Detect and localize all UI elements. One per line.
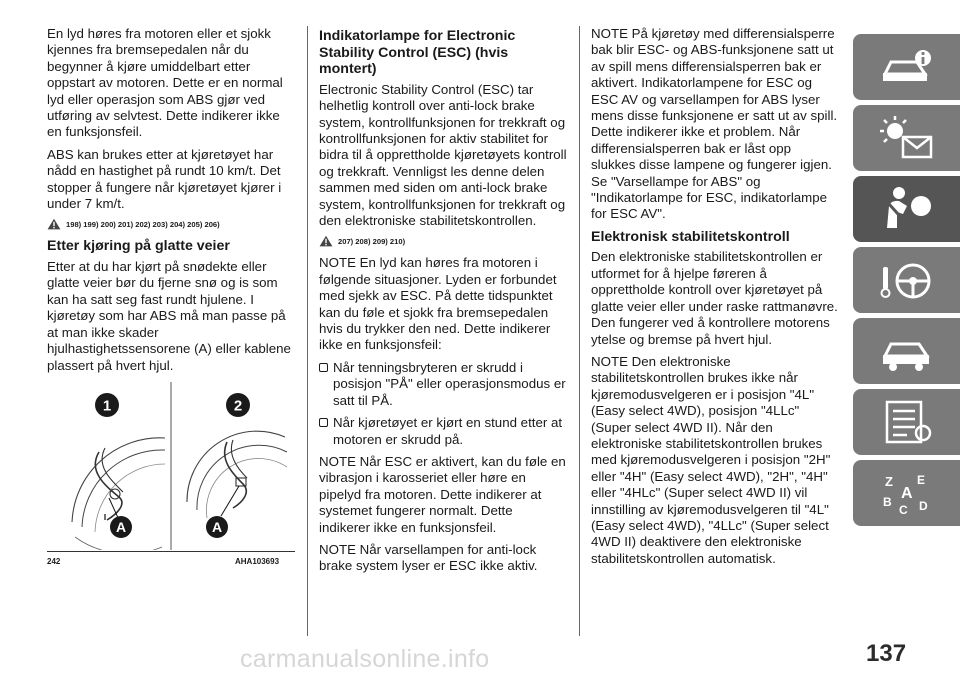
tab-warning-lights[interactable] — [853, 105, 960, 171]
svg-text:E: E — [916, 473, 925, 487]
warning-lights-icon — [877, 113, 937, 163]
bullet-box-icon — [319, 363, 328, 372]
paragraph: Etter at du har kjørt på snødekte eller glatte veier bør du fjerne snø og is som kan ha satt seg fast rundt hjulene. I kjøretøy som har ABS må man passe på at man ikke skader hjulhastighetssensorene (A) eller kablene plassert på hvert hjul. — [47, 259, 291, 373]
note: NOTE Når varsellampen for anti-lock brake system lyser er ESC ikke aktiv. — [319, 541, 538, 574]
column-2 — [319, 26, 567, 581]
callout-1: 1 — [102, 397, 112, 415]
warning-triangle-icon — [319, 235, 333, 247]
tab-airbag-safety[interactable] — [853, 176, 960, 242]
svg-text:Z: Z — [884, 474, 893, 489]
column-3 — [591, 26, 839, 573]
section-heading: Etter kjøring på glatte veier — [47, 238, 230, 255]
warning-references — [319, 235, 567, 247]
wheel-sensor-illustration — [47, 382, 295, 550]
paragraph: Den elektroniske stabilitetskontrollen er utformet for å hjelpe føreren å opprettholde kontroll over kjøretøyet på glatte veier eller under raske rattmanøvre. Den fungerer ved å kontrollere motorens ytelse og bremse på hvert hjul. — [591, 249, 838, 347]
warning-reference-list: 198) 199) 200) 201) 202) 203) 204) 205) 206) — [66, 219, 220, 229]
wheel-sensor-figure — [47, 382, 295, 550]
note: NOTE En lyd kan høres fra motoren i følgende situasjoner. Lyden er forbundet med sjekk av ESC. På dette tidspunktet kan du føle et sjokk fra bremsepedalen hvis du trykker den ned. Dette indikerer ikke en funksjonsfeil: — [319, 255, 557, 353]
figure-code: AHA103693 — [235, 557, 280, 566]
warning-references — [47, 218, 295, 230]
figure-number: 242 — [47, 557, 61, 566]
tab-maintenance-list[interactable] — [853, 389, 960, 455]
svg-text:B: B — [882, 495, 892, 509]
tab-alphabetic-index[interactable] — [853, 460, 960, 526]
column-1 — [47, 26, 295, 380]
callout-a-right: A — [211, 519, 223, 535]
steering-key-icon — [877, 255, 937, 305]
note: NOTE Den elektroniske stabilitetskontrollen brukes ikke når kjøremodusvelgeren er i posisjon "4L" (Easy select 4WD), posisjon "4LLc" (Super select 4WD II). Når den elektroniske stabilitetskontrollen brukes med kjøremodusvelgeren i posisjon "2H" eller "4H" (Easy select 4WD), "2H", "4H" eller "4HLc" (Super select 4WD II) vil innstilling av kjøremodusvelgeren til "4L" (Easy select 4WD), "4LLc" (Super select 4WD II) deaktivere den elektroniske stabilitetskontrollen automatisk. — [591, 353, 831, 566]
svg-text:C: C — [898, 503, 908, 517]
note: NOTE På kjøretøy med differensialsperre bak blir ESC- og ABS-funksjonene satt ut av spill mens differensialsperren bak er aktivert. Indikatorlampene for ESC og ESC AV og varsellampen for ABS lyser mens disse funksjonene er satt ut av spill. Dette indikerer ikke et problem. Når differensialsperren bak er låst opp slukkes disse lampene og fungerer igjen. Se "Varsellampe for ABS" og "Indikatorlampe for ESC, indikatorlampe for ESC AV". — [591, 26, 838, 222]
car-emergency-icon — [877, 326, 937, 376]
bullet-text: Når tenningsbryteren er skrudd i posisjon "PÅ" eller operasjonsmodus er satt til PÅ. — [333, 359, 566, 408]
column-divider — [579, 26, 580, 636]
alphabetic-index-icon — [877, 468, 937, 518]
callout-a-left: A — [115, 519, 127, 535]
tab-car-emergency[interactable] — [853, 318, 960, 384]
section-heading: Indikatorlampe for Electronic Stability Control (ESC) (hvis montert) — [319, 28, 516, 78]
column-divider — [307, 26, 308, 636]
paragraph: Electronic Stability Control (ESC) tar helhetlig kontroll over anti-lock brake system, kontrollfunksjonen for trekkraft og kontrollfunksjonen for aktiv stabilitet for bidra til å opprettholde kjøretøyets kontroll og trekkraft. Vennligst les denne delen sammen med siden om anti-lock brake system, kontrollfunksjonen for trekkraft og den elektroniske stabilitetskontrollen. — [319, 81, 567, 229]
section-heading: Elektronisk stabilitetskontroll — [591, 228, 790, 245]
bullet-text: Når kjøretøyet er kjørt en stund etter at motoren er skrudd på. — [333, 415, 563, 447]
svg-text:D: D — [918, 499, 928, 513]
paragraph: En lyd høres fra motoren eller et sjokk kjennes fra bremsepedalen når du begynner å kjøre umiddelbart etter oppstart av motoren. Dette er en normal lyd eller operasjon som ABS gjør ved utføring av selvtest. Dette indikerer ikke en funksjonsfeil. — [47, 26, 283, 140]
chapter-tabs — [853, 34, 960, 531]
svg-text:A: A — [900, 485, 913, 502]
bullet-box-icon — [319, 418, 328, 427]
maintenance-list-icon — [877, 397, 937, 447]
figure-divider — [47, 551, 295, 552]
car-info-icon — [877, 42, 937, 92]
warning-triangle-icon — [47, 218, 61, 230]
watermark: carmanualsonline.info — [240, 645, 490, 673]
bullet-item — [319, 415, 567, 448]
note: NOTE Når ESC er aktivert, kan du føle en vibrasjon i karosseriet eller høre en pipelyd fra motoren. Dette indikerer at systemet fungerer normalt. Dette indikerer ikke en funksjonsfeil. — [319, 453, 566, 535]
callout-2: 2 — [233, 397, 243, 415]
page-number: 137 — [866, 640, 907, 667]
warning-reference-list: 207) 208) 209) 210) — [338, 236, 406, 246]
tab-car-info[interactable] — [853, 34, 960, 100]
paragraph: ABS kan brukes etter at kjøretøyet har nådd en hastighet på rundt 10 km/t. Det stopper å fungere når kjøretøyet kjører i under 7 km/t. — [47, 146, 282, 212]
airbag-safety-icon — [877, 184, 937, 234]
tab-steering-key[interactable] — [853, 247, 960, 313]
bullet-item — [319, 360, 567, 409]
